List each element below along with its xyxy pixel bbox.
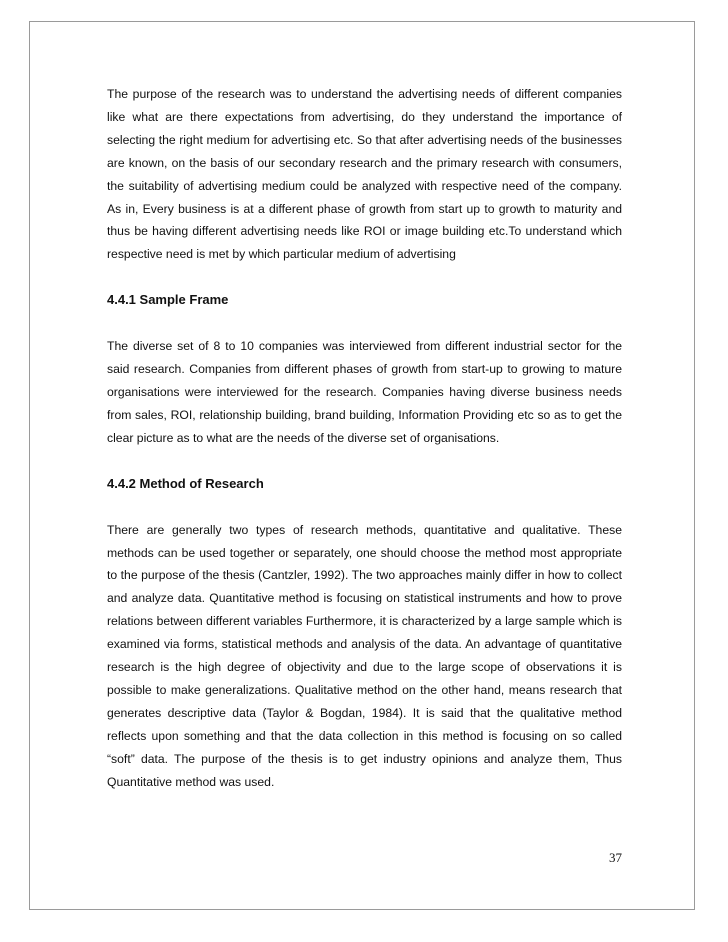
sample-frame-heading: 4.4.1 Sample Frame [107, 292, 229, 308]
method-of-research-paragraph: There are generally two types of research methods, quantitative and qualitative. These methods can be used together or separately, one should choose the method most appropriate to the purpose of the thesis (Cantzler, 1992). The two approaches mainly differ in how to collect and analyze data. Quantitative method is focusing on statistical instruments and how to prove relations between different variables Furthermore, it is characterized by a large sample which is examined via forms, statistical methods and analysis of the data. An advantage of quantitative research is the high degree of objectivity and due to the large scope of observations it is possible to make generalizations. Qualitative method on the other hand, means research that generates descriptive data (Taylor & Bogdan, 1984). It is said that the qualitative method reflects upon something and that the data collection in this method is focusing on so called “soft” data. The purpose of the thesis is to get industry opinions and analyze them, Thus Quantitative method was used. [107, 522, 622, 789]
method-of-research-heading: 4.4.2 Method of Research [107, 475, 264, 491]
document-body [107, 83, 622, 793]
intro-paragraph: The purpose of the research was to understand the advertising needs of different companies like what are there expectations from advertising, do they understand the importance of selecting the right medium for advertising etc. So that after advertising needs of the businesses are known, on the basis of our secondary research and the primary research with consumers, the suitability of advertising medium could be analyzed with respective need of the company. As in, Every business is at a different phase of growth from start up to growth to maturity and thus be having different advertising needs like ROI or image building etc.To understand which respective need is met by which particular medium of advertising [107, 87, 622, 262]
sample-frame-paragraph: The diverse set of 8 to 10 companies was interviewed from different industrial sector for the said research. Companies from different phases of growth from start-up to growing to mature organisations were interviewed for the research. Companies having diverse business needs from sales, ROI, relationship building, brand building, Information Providing etc so as to get the clear picture as to what are the needs of the diverse set of organisations. [107, 339, 622, 445]
page-number: 37 [609, 850, 622, 865]
